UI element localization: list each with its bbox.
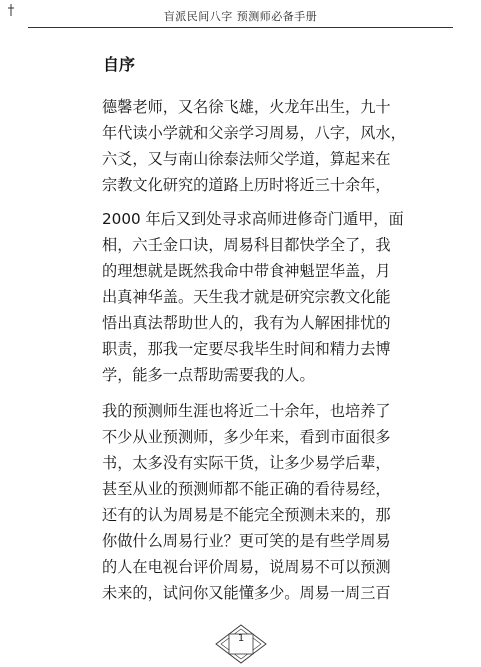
text-line: 年代读小学就和父亲学习周易，八字，风水， <box>102 124 406 142</box>
running-header-title: 盲派民间八字 预测师必备手册 <box>163 10 318 23</box>
text-line: 我的预测师生涯也将近二十余年，也培养了 <box>102 402 391 420</box>
text-line: 书，太多没有实际干货，让多少易学后辈， <box>102 454 391 472</box>
text-line: 悟出真法帮助世人的，我有为人解困排忧的 <box>102 314 391 332</box>
text-line: 甚至从业的预测师都不能正确的看待易经， <box>102 480 391 498</box>
text-line: 六爻，又与南山徐泰法师父学道，算起来在 <box>102 150 391 168</box>
text-line: 未来的，试问你又能懂多少。周易一周三百 <box>102 584 391 602</box>
paragraph-3 <box>102 398 402 606</box>
text-line: 2000 年后又到处寻求高师进修奇门遁甲，面 <box>102 210 404 228</box>
text-line: 的理想就是既然我命中带食神魁罡华盖，月 <box>102 262 391 280</box>
header-rule <box>28 27 453 28</box>
section-heading: 自序 <box>103 55 136 74</box>
text-line: 出真神华盖。天生我才就是研究宗教文化能 <box>102 288 391 306</box>
text-line: 职责，那我一定要尽我毕生时间和精力去博 <box>102 340 391 358</box>
text-line: 你做什么周易行业？更可笑的是有些学周易 <box>102 532 391 550</box>
text-line: 还有的认为周易是不能完全预测未来的，那 <box>102 506 391 524</box>
page-number: 1 <box>237 633 245 644</box>
text-line: 的人在电视台评价周易，说周易不可以预测 <box>102 558 391 576</box>
paragraph-2 <box>102 206 402 388</box>
footer-ornament-icon <box>214 624 268 664</box>
text-line: 不少从业预测师，多少年来，看到市面很多 <box>102 428 391 446</box>
text-line: 相，六壬金口诀，周易科目都快学全了，我 <box>102 236 391 254</box>
text-line: 学，能多一点帮助需要我的人。 <box>102 366 315 384</box>
text-line: 宗教文化研究的道路上历时将近三十余年， <box>102 176 391 194</box>
text-line: 德馨老师，又名徐飞雄，火龙年出生，九十 <box>102 98 391 116</box>
paragraph-1 <box>102 94 406 198</box>
